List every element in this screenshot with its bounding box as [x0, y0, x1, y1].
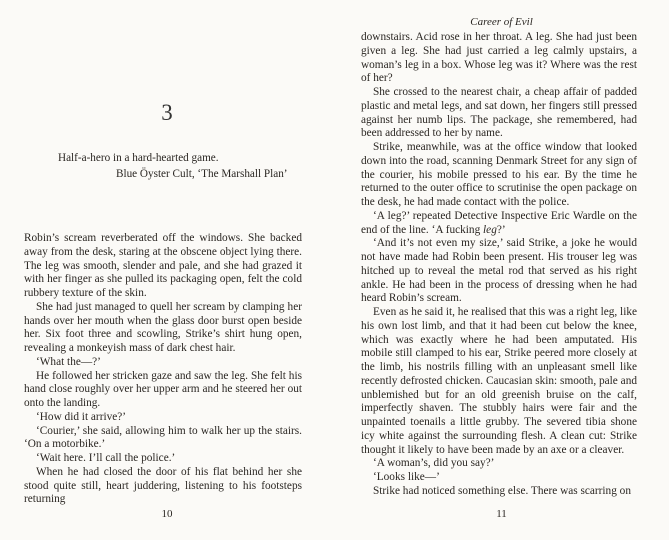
dialogue-text: ?’ — [496, 223, 506, 236]
paragraph: Even as he said it, he realised that this was a right leg, like his own lost limb, and that it had been cut below the knee, which was exactly where he had been amputated. His mobile still clamped to his ear, Strike peered more closely at the limb, his nostrils filling with an unpleasant smell like recently defrosted chicken. Caucasian skin: smooth, pale and unblemished but for an old greenish bruise on the calf, imperfectly shaven. The stubbly hairs were fair and the unpainted toenails a little grubby. The severed tibia shone icy white against the surrounding flesh. A clean cut: Strike thought it likely to have been made by an axe or a cleaver. — [361, 306, 637, 456]
paragraph: She had just managed to quell her scream by clamping her hands over her mouth when the glass door burst open beside her. Six foot three and scowling, Strike’s shirt hung open, revealing a monkeyish mass of dark chest hair. — [24, 300, 302, 354]
paragraph: ‘And it’s not even my size,’ said Strike, a joke he would not have made had Robin been present. His trouser leg was hitched up to reveal the metal rod that served as his right ankle. He had been in the process of dressing when he had heard Robin’s scream. — [361, 237, 637, 305]
page-number: 10 — [161, 508, 173, 520]
epigraph-quote: Half-a-hero in a hard-hearted game. — [58, 152, 219, 164]
paragraph: ‘Looks like—’ — [373, 471, 440, 483]
paragraph: Robin’s scream reverberated off the windows. She backed away from the desk, staring at the obscene object lying there. The leg was smooth, slender and pale, and she had grazed it with her finger as she pulled its packaging open, felt the cold rubbery texture of the skin. — [24, 232, 302, 299]
left-page — [0, 0, 334, 540]
running-head: Career of Evil — [470, 16, 533, 28]
epigraph-attribution: Blue Öyster Cult, ‘The Marshall Plan’ — [116, 168, 288, 180]
paragraph — [361, 210, 637, 238]
emphasis-text: leg — [483, 223, 497, 236]
chapter-number: 3 — [161, 100, 173, 125]
paragraph: Strike had noticed something else. There was scarring on — [373, 484, 631, 497]
paragraph: When he had closed the door of his flat behind her she stood quite still, heart juddering, listening to his footsteps returning — [24, 465, 302, 506]
paragraph: ‘A woman’s, did you say?’ — [373, 457, 495, 470]
paragraph: downstairs. Acid rose in her throat. A leg. She had just been given a leg. She had just carried a leg calmly upstairs, a woman’s leg in a box. Whose leg was it? Where was the rest of her? — [361, 31, 637, 85]
paragraph: Strike, meanwhile, was at the office window that looked down into the road, scanning Denmark Street for any sign of the courier, his mobile pressed to his ear. By the time he returned to the outer office to scrutinise the open package on the desk, he had made contact with the police. — [361, 141, 637, 208]
paragraph: She crossed to the nearest chair, a cheap affair of padded plastic and metal legs, and sat down, her fingers still pressed against her numb lips. The package, she remembered, had been addressed to her by name. — [361, 86, 637, 140]
left-page-body — [24, 232, 302, 507]
paragraph: ‘How did it arrive?’ — [36, 410, 127, 423]
paragraph: He followed her stricken gaze and saw the leg. She felt his hand close roughly over her upper arm and he steered her out onto the landing. — [24, 369, 302, 409]
dialogue-text: ‘A leg?’ repeated Detective Inspective Eric Wardle on the end of the line. ‘A fucking — [361, 209, 637, 236]
right-page — [334, 0, 669, 540]
epigraph — [58, 150, 288, 182]
paragraph: ‘Courier,’ she said, allowing him to walk her up the stairs. ‘On a motorbike.’ — [24, 424, 302, 451]
paragraph: ‘What the—?’ — [36, 355, 101, 368]
paragraph: ‘Wait here. I’ll call the police.’ — [36, 452, 176, 464]
right-page-body — [361, 31, 637, 499]
page-number: 11 — [496, 508, 507, 520]
